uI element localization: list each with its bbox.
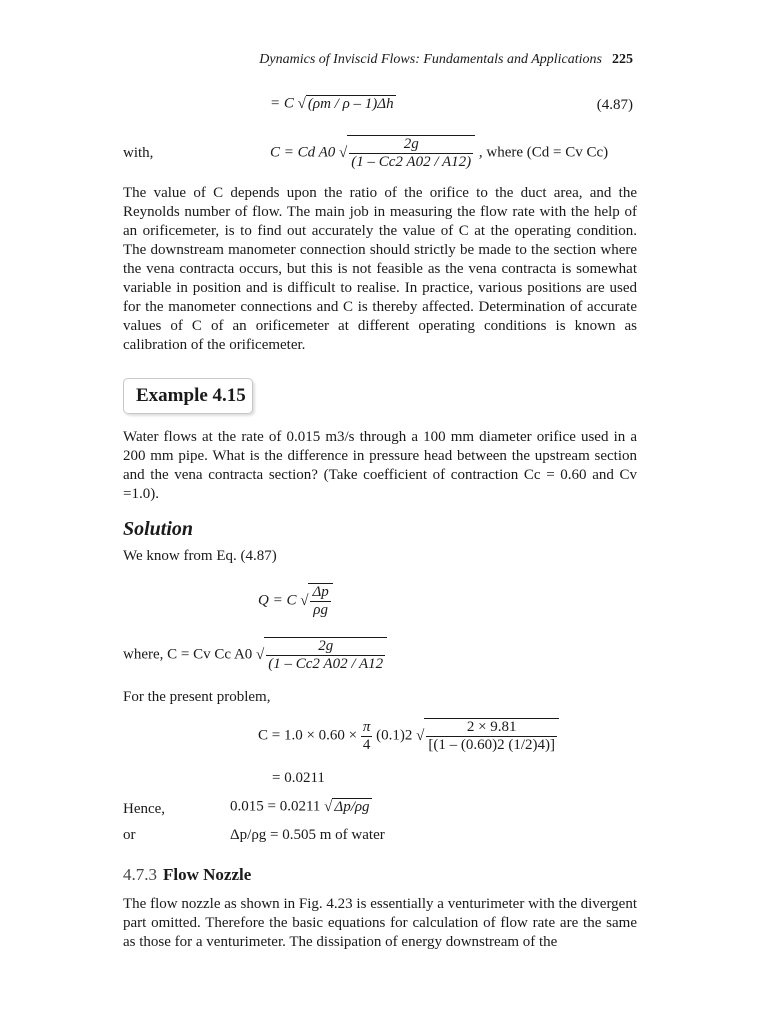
q-lhs: Q = C — [258, 592, 297, 609]
example-heading-box — [123, 378, 253, 414]
with-equation — [270, 135, 608, 171]
paragraph-calibration: The value of C depends upon the ratio of the orifice to the duct area, and the Reynolds number of flow. The main job in measuring the flow rate with the help of an orificemeter, is to find out accurately the value of C at the operating condition. The downstream manometer connection should strictly be made to the section where the vena contracta occurs, but this is not feasible as the vena contracta is somewhat variable in position and is difficult to realise. In practice, various positions are used for the manometer connections and C is thereby affected. Determination of accurate values of C of an orificemeter at different operating conditions is known as calibration of the orificemeter. — [123, 185, 637, 353]
section-number: 4.7.3 — [123, 865, 157, 884]
sqrt-sign: √ $\frac{2 \times 9.81}{[(1 - (0.60)2 (1/2)4)]}$ — [416, 718, 559, 754]
pi-over-four — [361, 719, 373, 754]
eq-lhs: = C — [270, 95, 294, 112]
running-header — [259, 52, 633, 68]
header-title: Dynamics of Inviscid Flows: Fundamentals and Applications — [259, 52, 602, 67]
numerator: 2g — [349, 136, 473, 154]
section-name: Flow Nozzle — [163, 865, 252, 884]
sqrt-sign: √ $\frac{\Delta p}{\rho g}$ — [300, 583, 333, 619]
numerator: 2g — [266, 638, 385, 656]
denominator: ρg — [313, 602, 328, 618]
example-problem-text: Water flows at the rate of 0.015 m3/s through a 100 mm diameter orifice used in a 200 mm pipe. What is the difference in pressure head between the upstream section and the vena contracta section? (Take coefficient of contraction Cc = 0.60 and Cv =1.0). — [123, 429, 637, 502]
fraction — [349, 136, 473, 171]
sqrt-sign: √ (ρm / ρ – 1)Δh — [297, 96, 394, 112]
hence-radicand: Δp/ρg — [334, 799, 370, 815]
c-lhs: C = 1.0 × 0.60 × — [258, 727, 358, 744]
solution-intro: We know from Eq. (4.87) — [123, 548, 277, 564]
denominator: [(1 – (0.60)2 (1/2)4)] — [428, 737, 556, 753]
paragraph-flow-nozzle: The flow nozzle as shown in Fig. 4.23 is essentially a venturimeter with the divergent part omitted. Therefore the basic equations for calculation of flow rate are the same as those for a venturimeter. The dissipation of energy downstream of the — [123, 896, 637, 950]
hence-lhs: 0.015 = 0.0211 — [230, 798, 321, 815]
section-heading — [123, 865, 251, 885]
where-clause: , where (Cd = Cv Cc) — [478, 144, 609, 161]
solution-heading: Solution — [123, 518, 194, 540]
numerator: 2 × 9.81 — [426, 719, 557, 737]
hence-label: Hence, — [123, 801, 166, 817]
eq-radicand: (ρm / ρ – 1)Δh — [307, 96, 394, 112]
where-equation — [123, 637, 387, 673]
fraction — [266, 638, 385, 673]
denominator: (1 – Cc2 A02 / A12 — [268, 656, 384, 672]
equation-4-87 — [270, 95, 396, 113]
present-problem-text: For the present problem, — [123, 689, 271, 705]
fraction — [426, 719, 557, 754]
or-label: or — [123, 827, 136, 843]
c-result: = 0.0211 — [272, 770, 325, 786]
numerator: Δp — [312, 584, 329, 600]
sqrt-sign: √ Δp/ρg — [324, 799, 370, 815]
where-lhs: where, C = Cv Cc A0 — [123, 646, 253, 663]
flow-rate-equation — [258, 583, 333, 619]
equation-number: (4.87) — [596, 97, 633, 113]
fraction — [310, 584, 330, 619]
final-result: Δp/ρg = 0.505 m of water — [230, 827, 385, 843]
denominator: 4 — [362, 736, 371, 753]
with-label: with, — [123, 145, 154, 161]
sqrt-sign: √ $\frac{2g}{(1 - Cc2 A02 / A12)}$ — [339, 135, 475, 171]
c-computation — [258, 718, 559, 754]
with-lhs: C = Cd A0 — [270, 144, 336, 161]
page-number: 225 — [612, 52, 633, 67]
numerator: π — [362, 718, 371, 735]
example-title: Example 4.15 — [136, 385, 246, 406]
diameter-term: (0.1)2 — [376, 727, 413, 744]
sqrt-sign: √ $\frac{2g}{(1 - Cc2 A02 / A12}$ — [256, 637, 387, 673]
denominator: (1 – Cc2 A02 / A12) — [351, 154, 472, 170]
hence-equation — [230, 798, 372, 816]
